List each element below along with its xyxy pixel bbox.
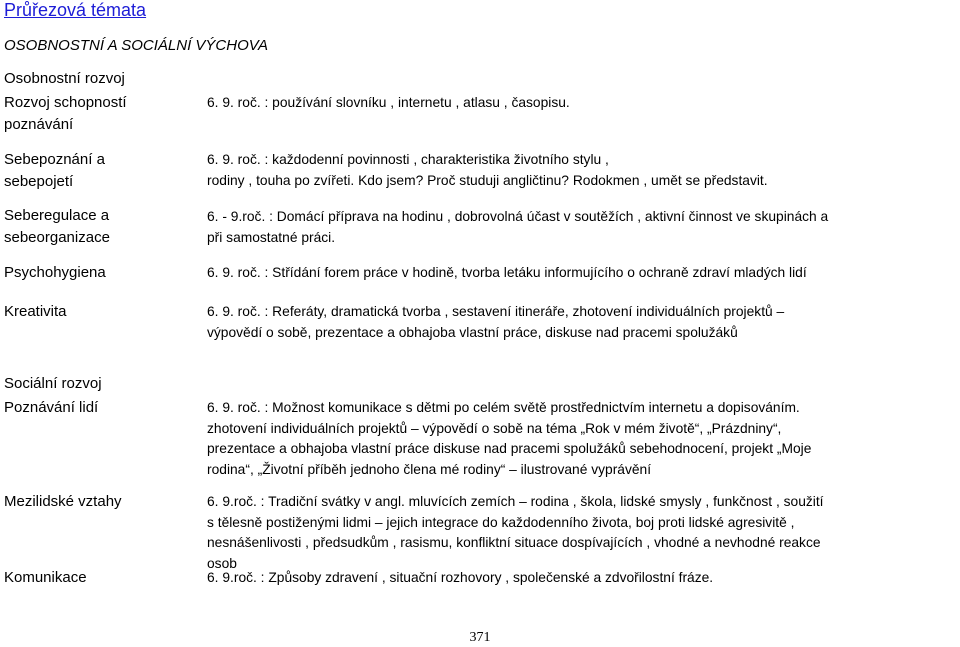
topic-text: 6. 9. roč. : používání slovníku , internetu , atlasu , časopisu. <box>207 95 570 110</box>
topic-name: Psychohygiena <box>4 264 106 281</box>
topic-name: Komunikace <box>4 569 87 586</box>
page-number: 371 <box>469 630 491 645</box>
topic-name: Poznávání lidí <box>4 399 99 416</box>
section-subtitle: OSOBNOSTNÍ A SOCIÁLNÍ VÝCHOVA <box>4 37 268 54</box>
topic-text: 6. 9.roč. : Tradiční svátky v angl. mluvících zemích – rodina , škola, lidské smysly , funkčnost , soužití s tělesně postiženými lidmi – jejich integrace do každodenního života, boj proti lidské agresivitě , nesnášenlivosti , předsudkům , rasismu, konfliktní situace dospívajících , vhodné a nevhodné reakce osob <box>207 494 824 571</box>
topic-name: Sebepoznání a sebepojetí <box>4 151 105 190</box>
topic-text: 6. 9. roč. : Střídání forem práce v hodině, tvorba letáku informujícího o ochraně zdraví mladých lidí <box>207 265 807 280</box>
page-title: Průřezová témata <box>4 0 147 20</box>
topic-text: 6. 9. roč. : každodenní povinnosti , charakteristika životního stylu , rodiny , touha po zvířeti. Kdo jsem? Proč studuji angličtinu? Rodokmen , umět se představit. <box>207 152 768 188</box>
topic-text: 6. - 9.roč. : Domácí příprava na hodinu , dobrovolná účast v soutěžích , aktivní činnost ve skupinách a při samostatné práci. <box>207 209 829 245</box>
topic-name: Seberegulace a sebeorganizace <box>4 207 110 246</box>
topic-name: Mezilidské vztahy <box>4 493 122 510</box>
topic-name: Kreativita <box>4 303 67 320</box>
topic-text: 6. 9. roč. : Referáty, dramatická tvorba , sestavení itineráře, zhotovení individuálních projektů – výpovědí o sobě, prezentace a obhajoba vlastní práce, diskuse nad pracemi spolužáků <box>207 304 785 340</box>
topic-text: 6. 9.roč. : Způsoby zdravení , situační rozhovory , společenské a zdvořilostní fráze. <box>207 570 714 585</box>
topic-name: Rozvoj schopností poznávání <box>4 94 127 133</box>
section-heading-social-development: Sociální rozvoj <box>4 375 102 392</box>
section-heading-personal-development: Osobnostní rozvoj <box>4 70 125 87</box>
topic-text: 6. 9. roč. : Možnost komunikace s dětmi po celém světě prostřednictvím internetu a dopisováním. zhotovení individuálních projektů – výpovědí o sobě na téma „Rok v mém životě“, „Prázdniny“, prezentace a obhajoba vlastní práce diskuse nad pracemi spolužáků sebehodnocení, projekt „Moje rodina“, „Životní příběh jednoho člena mé rodiny“ – ilustrované vyprávění <box>207 400 812 477</box>
